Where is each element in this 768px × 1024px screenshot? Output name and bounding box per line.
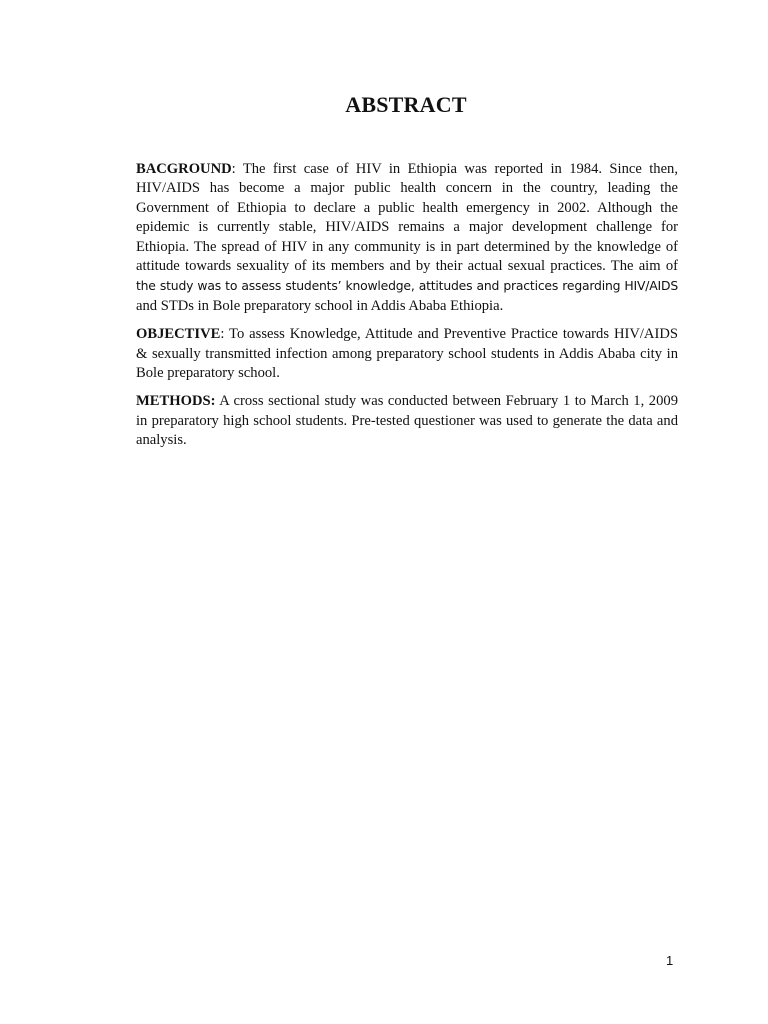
background-paragraph (136, 160, 678, 316)
background-text-part3: and STDs in Bole preparatory school in Addis Ababa Ethiopia. (136, 297, 504, 314)
objective-text: : To assess Knowledge, Attitude and Preventive Practice towards HIV/AIDS & sexually transmitted infection among preparatory school students in Addis Ababa city in Bole preparatory school. (136, 326, 678, 382)
methods-text: A cross sectional study was conducted between February 1 to March 1, 2009 in preparatory high school students. Pre-tested questioner was used to generate the data and analysis. (136, 393, 678, 449)
background-label: BACGROUND (136, 161, 232, 177)
background-text-part2: the study was to assess students’ knowledge, attitudes and practices regarding HIV/AIDS (136, 278, 678, 294)
objective-paragraph (136, 325, 678, 383)
abstract-body (136, 160, 678, 460)
objective-label: OBJECTIVE (136, 326, 221, 343)
methods-paragraph (136, 392, 678, 450)
methods-label: METHODS: (136, 393, 216, 410)
page-number: 1 (666, 953, 674, 968)
background-text-part1: : The first case of HIV in Ethiopia was reported in 1984. Since then, HIV/AIDS has become a major public health concern in the country, leading the Government of Ethiopia to declare a public health emergency in 2002. Although the epidemic is currently stable, HIV/AIDS remains a major development challenge for Ethiopia. The spread of HIV in any community is in part determined by the knowledge of attitude towards sexuality of its members and by their actual sexual practices. The aim of (136, 161, 678, 275)
abstract-title: ABSTRACT (345, 92, 467, 117)
